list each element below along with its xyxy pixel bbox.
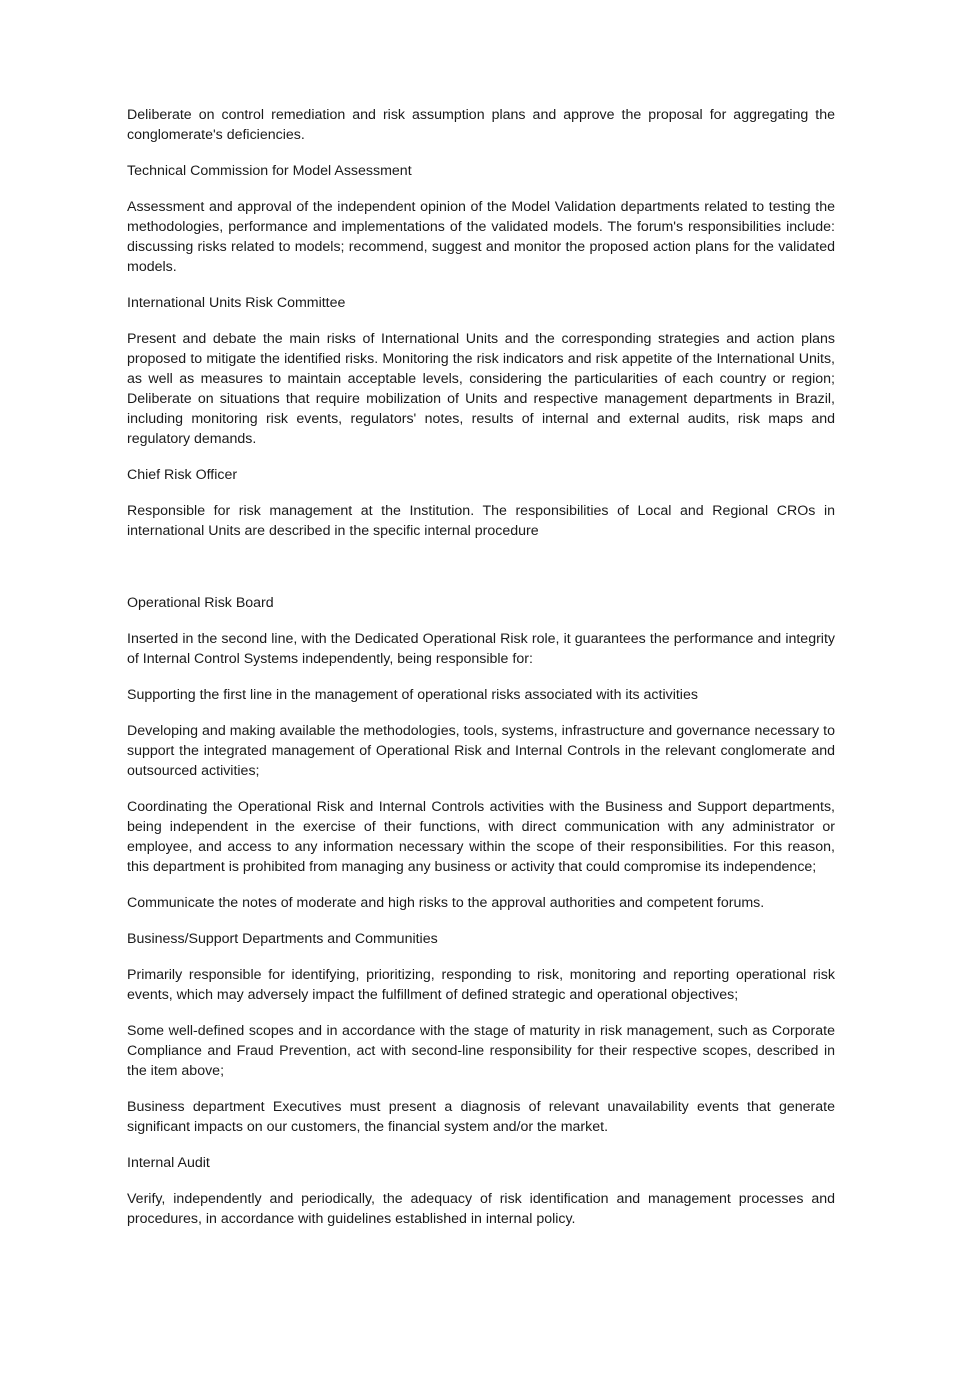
paragraph-primarily-responsible: Primarily responsible for identifying, prioritizing, responding to risk, monitoring and reporting operational risk events, which may adversely impact the fulfillment of defined strategic and operational objectives; — [127, 967, 835, 1003]
document-page — [127, 105, 835, 1245]
heading-chief-risk-officer: Chief Risk Officer — [127, 467, 238, 483]
paragraph-supporting-first-line: Supporting the first line in the management of operational risks associated with its activities — [127, 687, 698, 703]
heading-internal-audit: Internal Audit — [127, 1155, 210, 1171]
paragraph-business-executives: Business department Executives must present a diagnosis of relevant unavailability events that generate significant impacts on our customers, the financial system and/or the market. — [127, 1099, 835, 1135]
heading-technical-commission: Technical Commission for Model Assessment — [127, 163, 412, 179]
paragraph-communicate-notes: Communicate the notes of moderate and high risks to the approval authorities and competent forums. — [127, 895, 765, 911]
paragraph-well-defined-scopes: Some well-defined scopes and in accordance with the stage of maturity in risk management, such as Corporate Compliance and Fraud Prevention, act with second-line responsibility for their respective scopes, described in the item above; — [127, 1023, 835, 1079]
paragraph-cro-responsibility: Responsible for risk management at the Institution. The responsibilities of Local and Regional CROs in international Units are described in the specific internal procedure — [127, 503, 835, 539]
paragraph-developing-methodologies: Developing and making available the methodologies, tools, systems, infrastructure and governance necessary to support the integrated management of Operational Risk and Internal Controls in the relevant conglomerate and outsourced activities; — [127, 723, 835, 779]
heading-business-support-departments: Business/Support Departments and Communities — [127, 931, 438, 947]
paragraph-deliberate-remediation: Deliberate on control remediation and risk assumption plans and approve the proposal for aggregating the conglomerate's deficiencies. — [127, 107, 835, 143]
paragraph-international-units: Present and debate the main risks of International Units and the corresponding strategies and action plans proposed to mitigate the identified risks. Monitoring the risk indicators and risk appetite of the International Units, as well as measures to maintain acceptable levels, considering the particularities of each country or region; Deliberate on situations that require mobilization of Units and respective management departments in Brazil, including monitoring risk events, regulators' notes, results of internal and external audits, risk maps and regulatory demands. — [127, 331, 835, 447]
heading-international-units-committee: International Units Risk Committee — [127, 295, 346, 311]
paragraph-model-assessment: Assessment and approval of the independent opinion of the Model Validation departments related to testing the methodologies, performance and implementations of the validated models. The forum's responsibilities include: discussing risks related to models; recommend, suggest and monitor the proposed action plans for the validated models. — [127, 199, 835, 275]
paragraph-verify-adequacy: Verify, independently and periodically, the adequacy of risk identification and management processes and procedures, in accordance with guidelines established in internal policy. — [127, 1191, 835, 1227]
heading-operational-risk-board: Operational Risk Board — [127, 595, 274, 611]
section-spacer — [127, 557, 835, 593]
paragraph-second-line: Inserted in the second line, with the Dedicated Operational Risk role, it guarantees the performance and integrity of Internal Control Systems independently, being responsible for: — [127, 631, 835, 667]
paragraph-coordinating-activities: Coordinating the Operational Risk and Internal Controls activities with the Business and Support departments, being independent in the exercise of their functions, with direct communication with any administrator or employee, and access to any information necessary within the scope of their responsibilities. For this reason, this department is prohibited from managing any business or activity that could compromise its independence; — [127, 799, 835, 875]
